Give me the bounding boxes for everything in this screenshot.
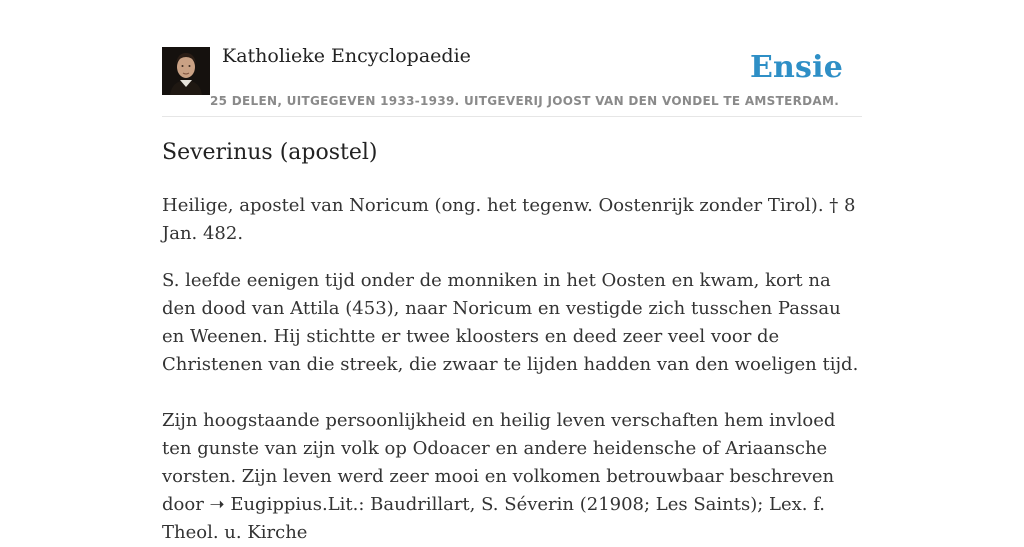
portrait-avatar-icon[interactable] xyxy=(162,47,210,95)
site-subtitle: 25 DELEN, UITGEGEVEN 1933-1939. UITGEVERIJ JOOST VAN DEN VONDEL TE AMSTERDAM. xyxy=(210,94,840,108)
article-paragraph-2: S. leefde eenigen tijd onder de monniken in het Oosten en kwam, kort na den dood van Attila (453), naar Noricum en vestigde zich tusschen Passau en Weenen. Hij stichtte er twee kloosters en deed zeer veel voor de Christenen van die streek, die zwaar te lijden hadden van den woeligen tijd. xyxy=(162,270,859,375)
article-paragraph-1: Heilige, apostel van Noricum (ong. het tegenw. Oostenrijk zonder Tirol). † 8 Jan. 482. xyxy=(162,195,856,244)
site-title-link[interactable]: Katholieke Encyclopaedie xyxy=(222,45,471,67)
article-title: Severinus (apostel) xyxy=(162,140,378,165)
brand-logo-link[interactable]: Ensie xyxy=(749,50,843,85)
article-paragraph-3: Zijn hoogstaande persoonlijkheid en heilig leven verschaften hem invloed ten gunste van zijn volk op Odoacer en andere heidensche of Ariaansche vorsten. Zijn leven werd zeer mooi en volkomen betrouwbaar beschreven door ➝ Eugippius.Lit.: Baudrillart, S. Séverin (21908; Les Saints); Lex. f. Theol. u. Kirche xyxy=(162,410,836,543)
page-container xyxy=(162,0,862,543)
site-header xyxy=(162,0,862,117)
